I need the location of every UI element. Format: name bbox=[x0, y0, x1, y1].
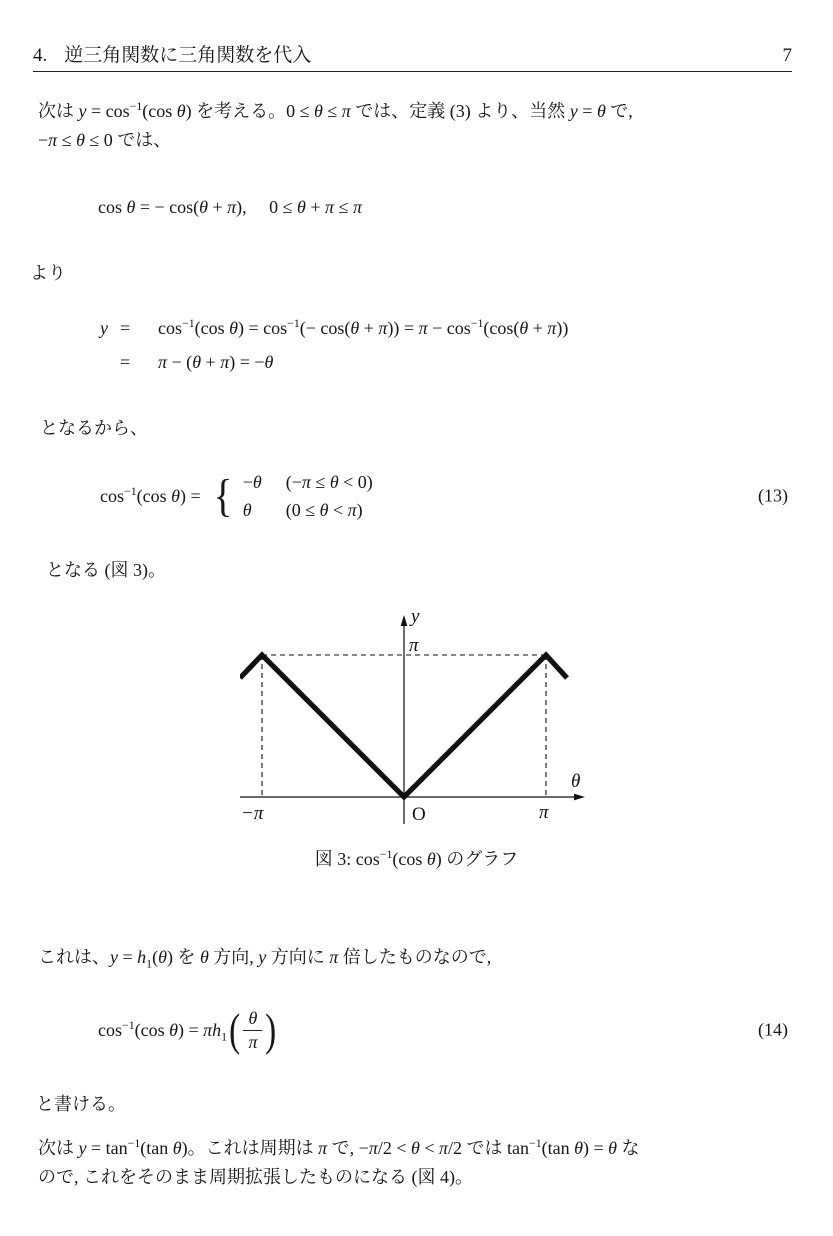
derivation-rel2: = bbox=[120, 352, 131, 372]
paragraph-scaling: これは、$y = h_1(\theta)$ を θ 方向, y 方向に π 倍したものなので, bbox=[38, 947, 492, 971]
case-value: −θ bbox=[242, 471, 262, 492]
derivation-rhs2: π − (θ + π) = −θ bbox=[158, 352, 274, 372]
right-paren-icon: ) bbox=[265, 1004, 277, 1055]
y-axis-label: y bbox=[411, 606, 420, 627]
eq14-lhs: $\cos^{-1}(\cos$ $\theta) = \pi h_1$ bbox=[98, 1017, 228, 1044]
derivation-lhs: y bbox=[100, 318, 108, 338]
fraction-numerator: θ bbox=[248, 1007, 258, 1028]
case-value: θ bbox=[242, 499, 252, 520]
cases-brace-icon: { bbox=[213, 470, 233, 521]
origin-label: O bbox=[412, 804, 426, 825]
pi-tick-label-y: π bbox=[409, 635, 419, 656]
x-axis-label: θ bbox=[571, 771, 581, 792]
section-title: 逆三角関数に三角関数を代入 bbox=[64, 45, 312, 66]
case-condition: (−π ≤ θ < 0) bbox=[285, 471, 373, 492]
fraction-denominator: π bbox=[243, 1030, 262, 1052]
neg-pi-tick-label: −π bbox=[241, 803, 264, 824]
equation-tag-14: (14) bbox=[758, 1019, 788, 1040]
y-axis-arrow-icon bbox=[401, 615, 408, 626]
derivation-rhs1: $\cos^{-1}(\cos$ $\theta) = \cos^{-1}(- \cos(\theta + \pi)) = \pi - \cos^{-1}(\cos(\theta + \pi))$ bbox=[158, 316, 569, 338]
connector-tokakeru: と書ける。 bbox=[36, 1094, 126, 1114]
connector-tonarukara: となるから、 bbox=[40, 418, 148, 438]
equation-cos-shift: cos θ = − cos(θ + π), 0 ≤ θ + π ≤ π bbox=[98, 197, 362, 217]
derivation-rel: = bbox=[120, 318, 131, 338]
figure-3-caption: 図 3: $\cos^{-1}(\cos$ θ) のグラフ bbox=[314, 847, 519, 869]
paragraph-intro: 次は $y = \cos^{-1}(\cos$ θ) を考える。0 ≤ θ ≤ π では、定義 (3) より、当然 y = θ で, −π ≤ θ ≤ 0 では、 bbox=[38, 99, 633, 150]
equation-14 bbox=[98, 1002, 788, 1058]
equation-tag-13: (13) bbox=[758, 485, 788, 506]
eq13-lhs: $\cos^{-1}(\cos$ θ) = bbox=[100, 483, 201, 506]
figure-3-graph bbox=[240, 598, 585, 828]
page-number: 7 bbox=[782, 45, 792, 66]
paragraph-tan-inverse: 次は $y = \tan^{-1}(\tan$ θ)。これは周期は π で, −π/2 < θ < π/2 では $\tan^{-1}(\tan$ θ) = θ な ので, これをそのまま周期拡張したものになる (図 4)。 bbox=[38, 1136, 640, 1187]
eq14-fraction bbox=[243, 1009, 262, 1052]
cos-inverse-cos-plot bbox=[240, 598, 585, 828]
x-axis-arrow-icon bbox=[574, 794, 585, 801]
section-heading bbox=[33, 40, 311, 67]
case-condition: (0 ≤ θ < π) bbox=[285, 499, 363, 520]
section-number: 4. bbox=[33, 45, 48, 66]
equation-13 bbox=[100, 464, 788, 528]
eq13-cases bbox=[243, 469, 373, 524]
connector-tonaru-fig3: となる (図 3)。 bbox=[46, 560, 166, 580]
pi-tick-label-x: π bbox=[539, 802, 549, 823]
connector-yori: より bbox=[30, 263, 66, 283]
equation-derivation bbox=[100, 314, 568, 377]
left-paren-icon: ( bbox=[229, 1004, 241, 1055]
page-header bbox=[33, 40, 792, 72]
